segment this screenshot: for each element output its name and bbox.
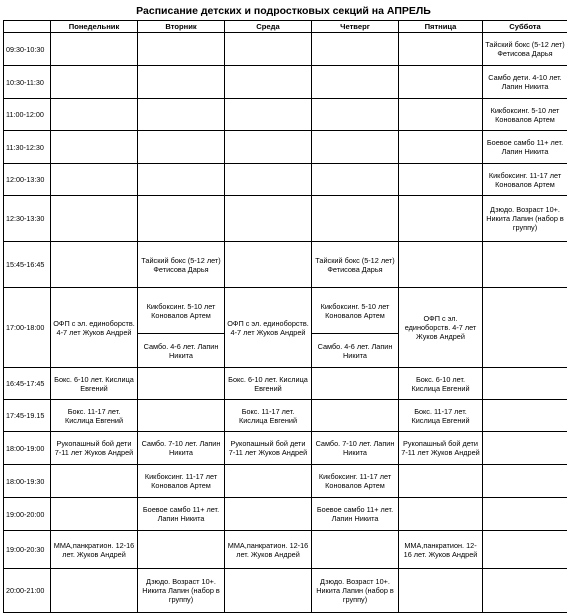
table-cell — [483, 368, 567, 400]
class-entry: ОФП с эл. единоборств. 4-7 лет Жуков Андрей — [399, 288, 483, 368]
table-cell — [51, 498, 138, 531]
time-cell: 19:00-20:00 — [4, 498, 51, 531]
class-entry: Кикбоксинг. 5-10 лет Коновалов Артем — [312, 288, 399, 334]
class-entry: Дзюдо. Возраст 10+. Никита Лапин (набор в группу) — [483, 196, 567, 242]
table-cell — [225, 66, 312, 99]
class-entry: Самбо дети. 4-10 лет. Лапин Никита — [483, 66, 567, 99]
class-entry: Боевое самбо 11+ лет. Лапин Никита — [312, 498, 399, 531]
table-cell — [51, 465, 138, 498]
time-cell: 20:00-21:00 — [4, 569, 51, 613]
table-cell — [51, 242, 138, 288]
table-row — [4, 33, 567, 66]
time-cell: 11:30-12:30 — [4, 131, 51, 164]
class-entry: Кикбоксинг. 11-17 лет Коновалов Артем — [312, 465, 399, 498]
table-row — [4, 400, 567, 432]
table-cell — [399, 66, 483, 99]
time-cell: 16:45-17:45 — [4, 368, 51, 400]
table-cell — [483, 400, 567, 432]
day-header-sat: Суббота — [483, 21, 567, 33]
time-cell: 18:00-19:30 — [4, 465, 51, 498]
table-cell — [51, 33, 138, 66]
class-entry: ММА,панкратион. 12-16 лет. Жуков Андрей — [225, 531, 312, 569]
table-cell — [138, 196, 225, 242]
time-cell: 15:45-16:45 — [4, 242, 51, 288]
table-row — [4, 99, 567, 131]
class-entry: Самбо. 4-6 лет. Лапин Никита — [138, 334, 225, 368]
time-cell: 18:00-19:00 — [4, 432, 51, 465]
day-header-tue: Вторник — [138, 21, 225, 33]
class-entry: ОФП с эл. единоборств. 4-7 лет Жуков Андрей — [225, 288, 312, 368]
class-entry: ММА,панкратион. 12-16 лет. Жуков Андрей — [399, 531, 483, 569]
time-cell: 09:30-10:30 — [4, 33, 51, 66]
class-entry: Бокс. 6-10 лет. Кислица Евгений — [225, 368, 312, 400]
table-cell — [225, 196, 312, 242]
table-cell — [51, 99, 138, 131]
header-row — [4, 21, 567, 33]
table-cell — [225, 498, 312, 531]
table-cell — [51, 569, 138, 613]
time-cell: 17:00-18:00 — [4, 288, 51, 368]
table-cell — [312, 131, 399, 164]
time-cell: 19:00-20:30 — [4, 531, 51, 569]
table-cell — [138, 131, 225, 164]
class-entry: Самбо. 7-10 лет. Лапин Никита — [138, 432, 225, 465]
time-cell: 10:30-11:30 — [4, 66, 51, 99]
table-cell — [51, 196, 138, 242]
table-cell — [483, 465, 567, 498]
table-row — [4, 164, 567, 196]
class-entry: Кикбоксинг. 5-10 лет Коновалов Артем — [138, 288, 225, 334]
table-row — [4, 288, 567, 334]
class-entry: Бокс. 11-17 лет. Кислица Евгений — [51, 400, 138, 432]
class-entry: Рукопашный бой дети 7-11 лет Жуков Андрей — [225, 432, 312, 465]
table-row — [4, 531, 567, 569]
class-entry: Бокс. 11-17 лет. Кислица Евгений — [225, 400, 312, 432]
class-entry: Тайский бокс (5-12 лет) Фетисова Дарья — [483, 33, 567, 66]
table-row — [4, 66, 567, 99]
table-cell — [399, 196, 483, 242]
class-entry: Кикбоксинг. 5-10 лет Коновалов Артем — [483, 99, 567, 131]
corner-cell — [4, 21, 51, 33]
table-row — [4, 196, 567, 242]
class-entry: Тайский бокс (5-12 лет) Фетисова Дарья — [138, 242, 225, 288]
table-cell — [312, 164, 399, 196]
table-row — [4, 368, 567, 400]
table-cell — [138, 164, 225, 196]
day-header-wed: Среда — [225, 21, 312, 33]
table-cell — [138, 99, 225, 131]
table-cell — [399, 242, 483, 288]
schedule-table — [3, 20, 567, 613]
class-entry: ММА,панкратион. 12-16 лет. Жуков Андрей — [51, 531, 138, 569]
table-cell — [399, 131, 483, 164]
day-header-fri: Пятница — [399, 21, 483, 33]
table-cell — [312, 99, 399, 131]
table-row — [4, 242, 567, 288]
class-entry: Рукопашный бой дети 7-11 лет Жуков Андрей — [399, 432, 483, 465]
time-cell: 11:00-12:00 — [4, 99, 51, 131]
table-cell — [312, 196, 399, 242]
schedule-title: Расписание детских и подростковых секций на АПРЕЛЬ — [136, 5, 431, 17]
table-row — [4, 465, 567, 498]
class-entry: Кикбоксинг. 11-17 лет Коновалов Артем — [138, 465, 225, 498]
table-cell — [483, 242, 567, 288]
table-cell — [312, 368, 399, 400]
table-cell — [312, 33, 399, 66]
table-cell — [138, 368, 225, 400]
table-cell — [51, 164, 138, 196]
table-cell — [399, 33, 483, 66]
table-cell — [225, 33, 312, 66]
table-cell — [138, 33, 225, 66]
class-entry: Тайский бокс (5-12 лет) Фетисова Дарья — [312, 242, 399, 288]
table-cell — [483, 432, 567, 465]
class-entry: Бокс. 6-10 лет. Кислица Евгений — [51, 368, 138, 400]
class-entry: Кикбоксинг. 11-17 лет Коновалов Артем — [483, 164, 567, 196]
table-cell — [483, 288, 567, 368]
table-cell — [399, 99, 483, 131]
table-cell — [225, 465, 312, 498]
class-entry: Дзюдо. Возраст 10+. Никита Лапин (набор в группу) — [312, 569, 399, 613]
table-cell — [51, 131, 138, 164]
table-cell — [138, 66, 225, 99]
time-cell: 17:45-19.15 — [4, 400, 51, 432]
class-entry: Самбо. 4-6 лет. Лапин Никита — [312, 334, 399, 368]
table-cell — [225, 164, 312, 196]
table-cell — [225, 131, 312, 164]
day-header-thu: Четверг — [312, 21, 399, 33]
time-cell: 12:00-13:30 — [4, 164, 51, 196]
class-entry: Дзюдо. Возраст 10+. Никита Лапин (набор в группу) — [138, 569, 225, 613]
table-row — [4, 569, 567, 613]
table-cell — [483, 498, 567, 531]
table-cell — [399, 164, 483, 196]
table-cell — [138, 400, 225, 432]
class-entry: Рукопашный бой дети 7-11 лет Жуков Андрей — [51, 432, 138, 465]
table-cell — [312, 66, 399, 99]
class-entry: ОФП с эл. единоборств. 4-7 лет Жуков Андрей — [51, 288, 138, 368]
table-cell — [312, 531, 399, 569]
class-entry: Боевое самбо 11+ лет. Лапин Никита — [138, 498, 225, 531]
time-cell: 12:30-13:30 — [4, 196, 51, 242]
day-header-mon: Понедельник — [51, 21, 138, 33]
class-entry: Бокс. 6-10 лет. Кислица Евгений — [399, 368, 483, 400]
class-entry: Бокс. 11-17 лет. Кислица Евгений — [399, 400, 483, 432]
table-cell — [138, 531, 225, 569]
table-cell — [399, 569, 483, 613]
class-entry: Боевое самбо 11+ лет. Лапин Никита — [483, 131, 567, 164]
table-cell — [399, 465, 483, 498]
table-cell — [399, 498, 483, 531]
table-row — [4, 498, 567, 531]
table-cell — [51, 66, 138, 99]
class-entry: Самбо. 7-10 лет. Лапин Никита — [312, 432, 399, 465]
table-cell — [483, 531, 567, 569]
table-cell — [225, 242, 312, 288]
table-cell — [225, 569, 312, 613]
table-row — [4, 432, 567, 465]
table-cell — [312, 400, 399, 432]
table-row — [4, 131, 567, 164]
table-cell — [483, 569, 567, 613]
table-cell — [225, 99, 312, 131]
